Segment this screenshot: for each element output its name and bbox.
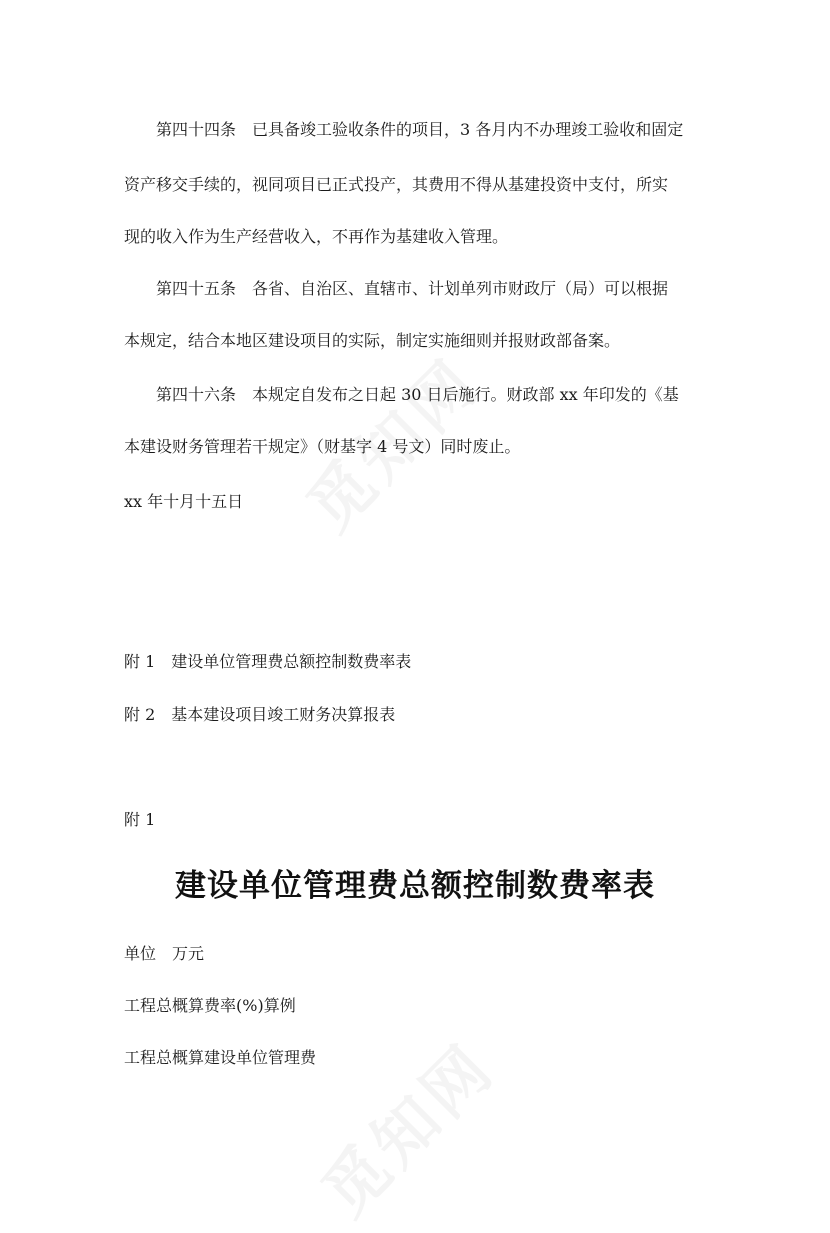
table-title: 建设单位管理费总额控制数费率表 (175, 868, 655, 904)
unit-line: 单位 万元 (124, 944, 205, 963)
fee-line: 工程总概算建设单位管理费 (124, 1048, 317, 1067)
watermark (298, 1019, 512, 1233)
article-45-line-2: 本规定，结合本地区建设项目的实际，制定实施细则并报财政部备案。 (124, 331, 621, 350)
attachment-2-link: 附 2 基本建设项目竣工财务决算报表 (124, 705, 396, 724)
article-44-line-3: 现的收入作为生产经营收入，不再作为基建收入管理。 (124, 227, 509, 246)
article-46-line-1: 第四十六条 本规定自发布之日起 30 日后施行。财政部 xx 年印发的《基 (156, 385, 679, 404)
article-45-line-1: 第四十五条 各省、自治区、直辖市、计划单列市财政厅（局）可以根据 (156, 279, 669, 298)
rate-line: 工程总概算费率(%)算例 (124, 996, 296, 1015)
attachment-heading: 附 1 (124, 810, 156, 829)
article-46-line-2: 本建设财务管理若干规定》（财基字 4 号文）同时废止。 (124, 437, 521, 456)
attachment-1-link: 附 1 建设单位管理费总额控制数费率表 (124, 652, 412, 671)
issue-date: xx 年十月十五日 (124, 492, 244, 511)
article-44-line-1: 第四十四条 已具备竣工验收条件的项目，3 各月内不办理竣工验收和固定 (156, 120, 684, 139)
article-44-line-2: 资产移交手续的，视同项目已正式投产，其费用不得从基建投资中支付，所实 (124, 175, 669, 194)
